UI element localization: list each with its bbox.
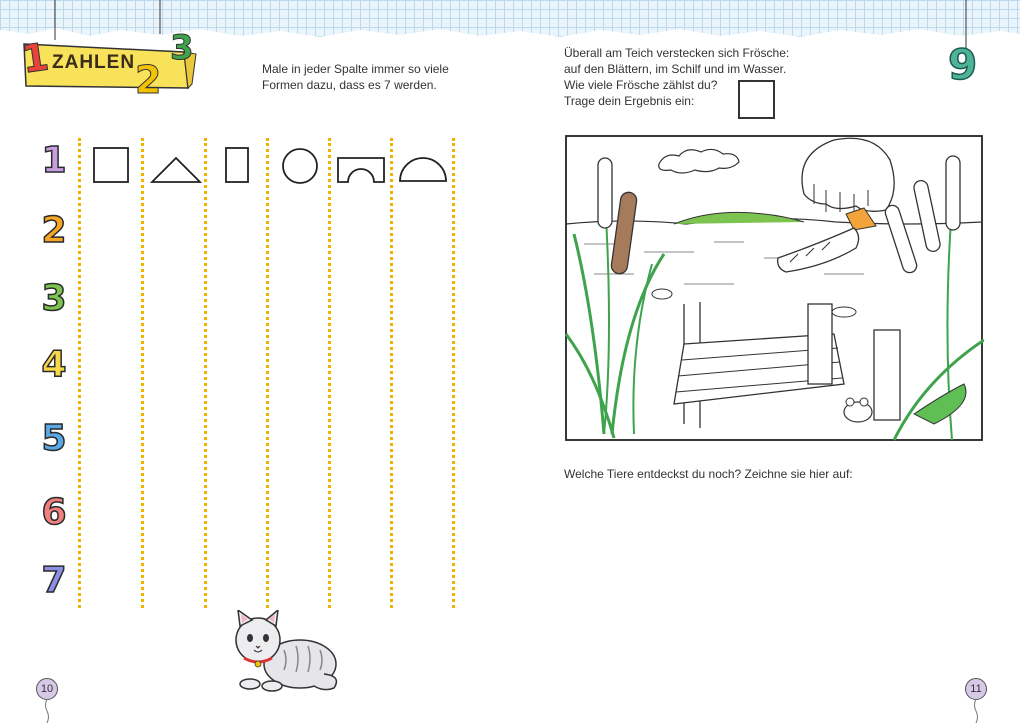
page-number-right: 11 — [965, 678, 987, 700]
logo-number-three: 3 — [170, 28, 194, 68]
row-number-4: 4 — [41, 344, 67, 385]
pond-illustration — [564, 134, 984, 444]
column-divider — [141, 138, 144, 608]
column-divider — [390, 138, 393, 608]
left-instruction-line: Male in jeder Spalte immer so viele — [262, 62, 449, 76]
row-number-3: 3 — [41, 278, 67, 319]
column-divider — [78, 138, 81, 608]
right-instruction-line: Wie viele Frösche zählst du? — [564, 78, 718, 92]
row-number-6: 6 — [41, 492, 67, 533]
cat-illustration — [228, 610, 340, 694]
logo-number-two: 2 — [135, 58, 162, 102]
left-instruction — [262, 61, 449, 93]
balloon-string — [973, 699, 979, 723]
triangle-shape — [150, 156, 202, 184]
semicircle-shape — [398, 154, 448, 184]
rectangle-shape — [224, 146, 250, 184]
logo-number-one: 1 — [19, 34, 52, 82]
arch-shape — [336, 156, 386, 184]
frog-count-answer-box[interactable] — [738, 80, 775, 119]
right-instruction-line: auf den Blättern, im Schilf und im Wasser. — [564, 62, 787, 76]
right-instruction-line: Trage dein Ergebnis ein: — [564, 94, 695, 108]
logo-title: ZAHLEN — [52, 52, 136, 73]
circle-shape — [281, 147, 319, 185]
column-divider — [266, 138, 269, 608]
balloon-string — [44, 699, 50, 723]
drawing-prompt: Welche Tiere entdeckst du noch? Zeichne sie hier auf: — [564, 467, 853, 481]
right-instruction-line: Überall am Teich verstecken sich Frösche: — [564, 46, 790, 60]
row-number-7: 7 — [41, 560, 67, 601]
row-number-5: 5 — [41, 418, 67, 459]
column-divider — [328, 138, 331, 608]
column-divider — [452, 138, 455, 608]
column-divider — [204, 138, 207, 608]
left-instruction-line: Formen dazu, dass es 7 werden. — [262, 78, 437, 92]
page-number-left: 10 — [36, 678, 58, 700]
row-number-1: 1 — [41, 140, 67, 181]
square-shape — [92, 146, 130, 184]
chapter-number: 9 — [948, 40, 978, 89]
row-number-2: 2 — [41, 210, 67, 251]
